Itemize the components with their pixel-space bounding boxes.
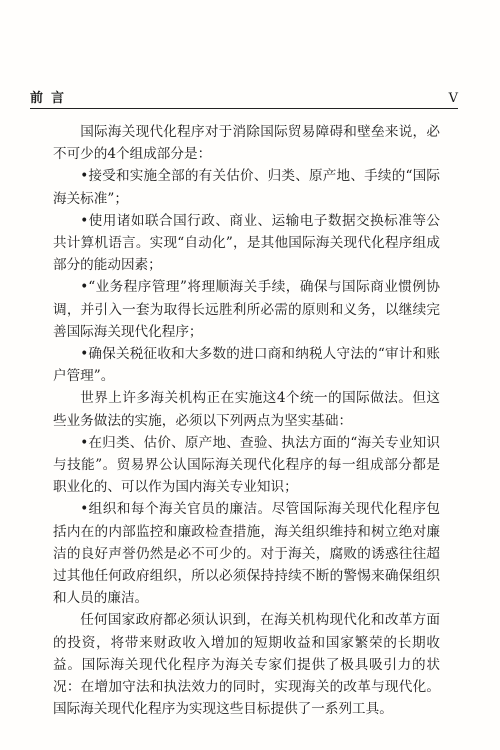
bullet-audit: •确保关税征收和大多数的进口商和纳税人守法的“审计和账户管理”。 — [53, 346, 440, 385]
paragraph-foundations: 世界上许多海关机构正在实施这4个统一的国际做法。但这些业务做法的实施，必须以下列两点为坚实基础： — [53, 390, 440, 429]
paragraph-conclusion: 任何国家政府都必须认识到，在海关机构现代化和改革方面的投资，将带来财政收入增加的短期收益和国家繁荣的长期收益。国际海关现代化程序为海关专家们提供了极具吸引力的状况：在增加守法和执法效力的同时，实现海关的改革与现代化。国际海关现代化程序为实现这些目标提供了一系列工具。 — [53, 612, 440, 718]
bullet-standards: •接受和实施全部的有关估价、归类、原产地、手续的“国际海关标准”； — [53, 168, 440, 207]
header-rule — [30, 108, 458, 109]
bullet-integrity: •组织和每个海关官员的廉洁。尽管国际海关现代化程序包括内在的内部监控和廉政检查措施，海关组织维持和树立绝对廉洁的良好声誉仍然是必不可少的。对于海关，腐败的诱惑往往超过其他任何政府组织，所以必须保持持续不断的警惕来确保组织和人员的廉洁。 — [53, 501, 440, 607]
bullet-process-management: •“业务程序管理”将理顺海关手续，确保与国际商业惯例协调，并引入一套为取得长远胜利所必需的原则和义务，以继续完善国际海关现代化程序； — [53, 279, 440, 340]
paragraph-intro: 国际海关现代化程序对于消除国际贸易障碍和壁垒来说，必不可少的4个组成部分是： — [53, 124, 440, 163]
running-head — [30, 86, 458, 106]
section-title: 前言 — [30, 91, 73, 106]
bullet-automation: •使用诸如联合国行政、商业、运输电子数据交换标准等公共计算机语言。实现“自动化”，是其他国际海关现代化程序组成部分的能动因素； — [53, 212, 440, 274]
bullet-expertise: •在归类、估价、原产地、查验、执法方面的“海关专业知识与技能”。贸易界公认国际海关现代化程序的每一组成部分都是职业化的、可以作为国内海关专业知识； — [53, 434, 440, 496]
page-number: V — [448, 91, 458, 106]
body-text — [53, 121, 440, 720]
